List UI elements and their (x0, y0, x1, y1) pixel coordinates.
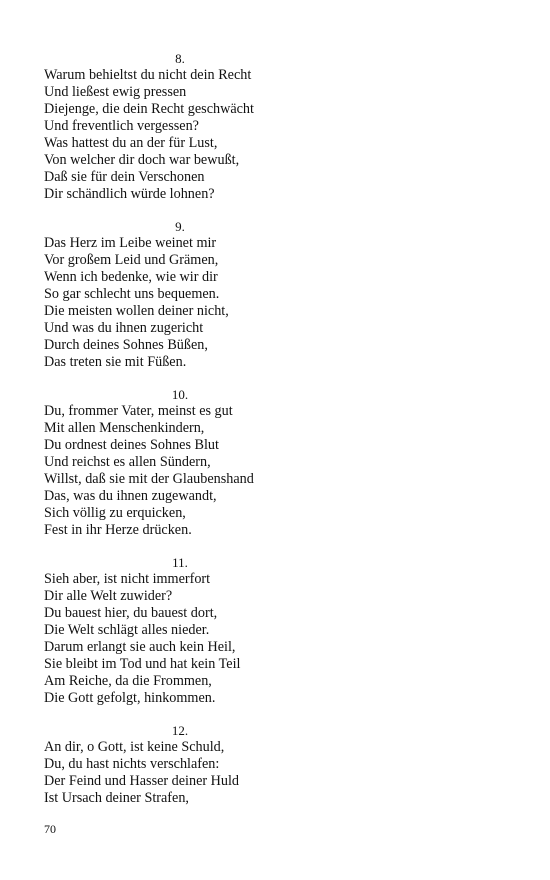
verse-line: Diejenge, die dein Recht geschwächt (44, 101, 254, 117)
verse-line: Sie bleibt im Tod und hat kein Teil (44, 656, 241, 672)
verse-line: Sieh aber, ist nicht immerfort (44, 571, 211, 587)
stanza-9 (44, 218, 294, 371)
stanza-12 (44, 722, 294, 807)
stanza-11 (44, 554, 294, 707)
stanza-number: 11. (172, 555, 188, 570)
verse-line: Daß sie für dein Verschonen (44, 169, 205, 185)
verse-line: Ist Ursach deiner Strafen, (44, 790, 189, 806)
verse-line: Durch deines Sohnes Büßen, (44, 337, 208, 353)
verse-line: Du, frommer Vater, meinst es gut (44, 403, 233, 419)
page-number: 70 (44, 822, 56, 836)
verse-line: Fest in ihr Herze drücken. (44, 522, 192, 538)
stanza-number: 12. (171, 723, 189, 738)
verse-line: Du bauest hier, du bauest dort, (44, 605, 218, 621)
verse-line: Die meisten wollen deiner nicht, (44, 303, 229, 319)
verse-line: Und ließest ewig pressen (44, 84, 187, 100)
verse-line: Du, du hast nichts verschlafen: (44, 756, 220, 772)
verse-line: Dir alle Welt zuwider? (44, 588, 173, 604)
verse-line: Willst, daß sie mit der Glaubenshand (44, 471, 254, 487)
verse-line: Die Gott gefolgt, hinkommen. (44, 690, 216, 706)
stanza-number: 8. (175, 51, 185, 66)
verse-line: Vor großem Leid und Grämen, (44, 252, 219, 268)
verse-line: Der Feind und Hasser deiner Huld (44, 773, 240, 789)
verse-line: Was hattest du an der für Lust, (44, 135, 218, 151)
verse-line: Warum behieltst du nicht dein Recht (44, 67, 252, 83)
verse-line: Wenn ich bedenke, wie wir dir (44, 269, 218, 285)
verse-line: An dir, o Gott, ist keine Schuld, (44, 739, 225, 755)
verse-line: Und freventlich vergessen? (44, 118, 199, 134)
verse-line: Das, was du ihnen zugewandt, (44, 488, 217, 504)
verse-line: Das Herz im Leibe weinet mir (44, 235, 217, 251)
verse-line: Mit allen Menschenkindern, (44, 420, 205, 436)
verse-line: Am Reiche, da die Frommen, (44, 673, 212, 689)
verse-line: Die Welt schlägt alles nieder. (44, 622, 210, 638)
verse-line: Das treten sie mit Füßen. (44, 354, 187, 370)
verse-line: Von welcher dir doch war bewußt, (44, 152, 240, 168)
verse-line: Darum erlangt sie auch kein Heil, (44, 639, 236, 655)
verse-line: Sich völlig zu erquicken, (44, 505, 186, 521)
verse-line: Dir schändlich würde lohnen? (44, 186, 215, 202)
stanza-8 (44, 50, 294, 203)
stanza-number: 9. (175, 219, 185, 234)
stanza-number: 10. (171, 387, 189, 402)
stanza-10 (44, 386, 294, 539)
verse-line: Du ordnest deines Sohnes Blut (44, 437, 219, 453)
verse-line: Und reichst es allen Sündern, (44, 454, 211, 470)
verse-line: Und was du ihnen zugericht (44, 320, 204, 336)
verse-line: So gar schlecht uns bequemen. (44, 286, 220, 302)
